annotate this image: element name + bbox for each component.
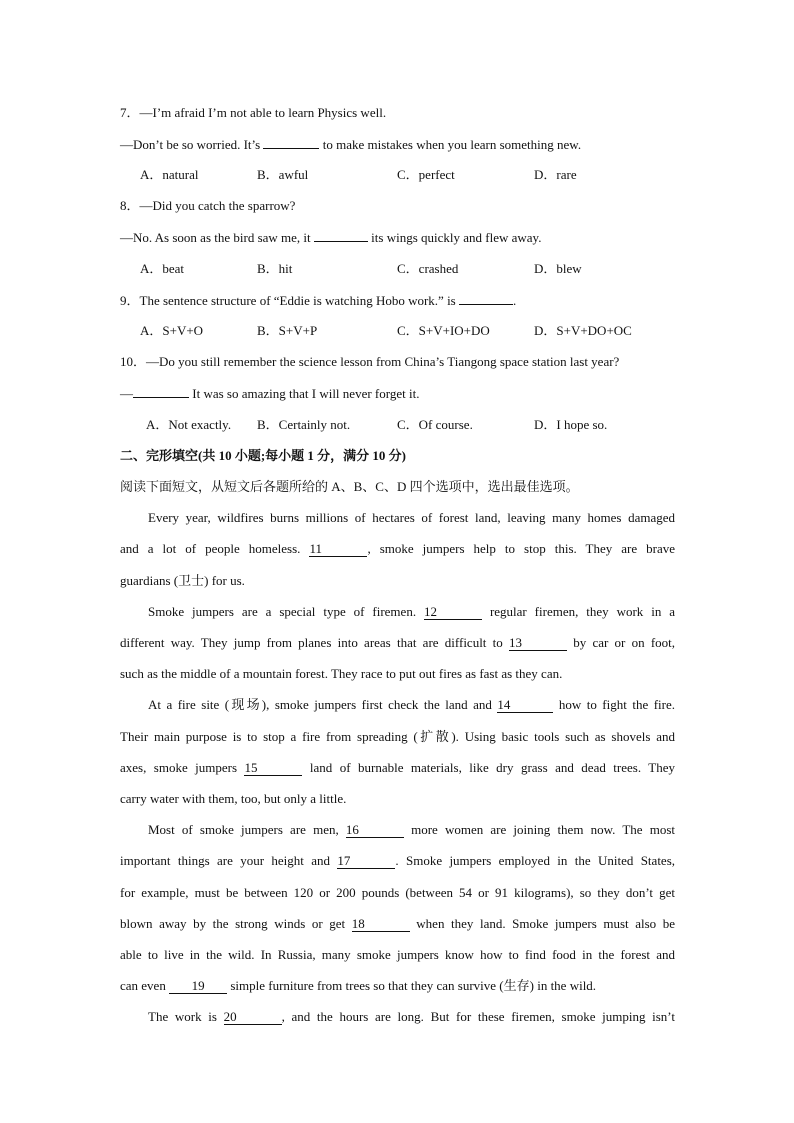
option-d[interactable]: D．rare xyxy=(534,167,577,182)
option-c[interactable]: C．crashed xyxy=(397,261,459,276)
passage-line: At a fire site (现场), smoke jumpers first check the land and 14 how to fight the fire. xyxy=(148,697,675,712)
cloze-blank-18[interactable]: 18 xyxy=(352,916,410,932)
cloze-blank-20[interactable]: 20 xyxy=(224,1009,282,1025)
cloze-blank-14[interactable]: 14 xyxy=(497,697,553,713)
option-a[interactable]: A．natural xyxy=(140,167,199,182)
passage-line: for example, must be between 120 or 200 pounds (between 54 or 91 kilograms), so they don’t get xyxy=(120,885,675,900)
question-10-prompt: 10．—Do you still remember the science lesson from China’s Tiangong space station last year? xyxy=(120,354,620,369)
passage-line: carry water with them, too, but only a little. xyxy=(120,791,347,806)
cloze-blank-13[interactable]: 13 xyxy=(509,635,567,651)
answer-blank[interactable] xyxy=(263,134,319,149)
cloze-blank-19[interactable]: 19 xyxy=(169,978,227,994)
answer-blank[interactable] xyxy=(133,383,189,398)
answer-blank[interactable] xyxy=(314,227,368,242)
answer-blank[interactable] xyxy=(459,290,513,305)
question-7 xyxy=(120,103,675,123)
option-b[interactable]: B．awful xyxy=(257,167,309,182)
passage-line: can even 19 simple furniture from trees so that they can survive (生存) in the wild. xyxy=(120,978,597,993)
passage-line: The work is 20 , and the hours are long. But for these firemen, smoke jumping isn’t xyxy=(148,1009,676,1024)
option-d[interactable]: D．blew xyxy=(534,261,582,276)
option-c[interactable]: C．S+V+IO+DO xyxy=(397,323,490,338)
passage-line: Smoke jumpers are a special type of firemen. 12 regular firemen, they work in a xyxy=(148,604,676,619)
passage-line: Every year, wildfires burns millions of hectares of forest land, leaving many homes damaged xyxy=(148,510,675,525)
option-a[interactable]: A．S+V+O xyxy=(140,323,204,338)
question-10 xyxy=(120,352,675,372)
passage-line: and a lot of people homeless. 11 , smoke jumpers help to stop this. They are brave xyxy=(120,541,675,556)
passage-line: blown away by the strong winds or get 18 when they land. Smoke jumpers must also be xyxy=(120,916,675,931)
cloze-blank-12[interactable]: 12 xyxy=(424,604,482,620)
option-a[interactable]: A．beat xyxy=(140,261,185,276)
passage-line: guardians (卫士) for us. xyxy=(120,573,245,588)
option-b[interactable]: B．Certainly not. xyxy=(257,417,351,432)
question-7-prompt: 7．—I’m afraid I’m not able to learn Physics well. xyxy=(120,105,387,120)
question-7-answer-line: —Don’t be so worried. It’s to make mistakes when you learn something new. xyxy=(120,134,675,155)
question-9: 9．The sentence structure of “Eddie is watching Hobo work.” is . xyxy=(120,290,675,311)
option-d[interactable]: D．I hope so. xyxy=(534,417,608,432)
option-c[interactable]: C．Of course. xyxy=(397,417,473,432)
cloze-blank-17[interactable]: 17 xyxy=(337,853,395,869)
cloze-blank-15[interactable]: 15 xyxy=(244,760,302,776)
passage-line: Most of smoke jumpers are men, 16 more women are joining them now. The most xyxy=(148,822,675,837)
option-b[interactable]: B．hit xyxy=(257,261,293,276)
passage-line: able to live in the wild. In Russia, many smoke jumpers know how to find food in the forest and xyxy=(120,947,675,962)
cloze-blank-16[interactable]: 16 xyxy=(346,822,404,838)
option-b[interactable]: B．S+V+P xyxy=(257,323,318,338)
cloze-blank-11[interactable]: 11 xyxy=(309,541,367,557)
section-heading: 二、完形填空(共 10 小题;每小题 1 分，满分 10 分) xyxy=(120,448,406,463)
option-a[interactable]: A．Not exactly. xyxy=(146,417,232,432)
question-8-prompt: 8．—Did you catch the sparrow? xyxy=(120,198,296,213)
option-d[interactable]: D．S+V+DO+OC xyxy=(534,323,632,338)
option-c[interactable]: C．perfect xyxy=(397,167,455,182)
question-10-answer-line: — It was so amazing that I will never forget it. xyxy=(120,383,675,404)
passage-line: axes, smoke jumpers 15 land of burnable materials, like dry grass and dead trees. They xyxy=(120,760,675,775)
passage-line: different way. They jump from planes into areas that are difficult to 13 by car or on foot, xyxy=(120,635,676,650)
question-8 xyxy=(120,196,675,216)
passage-line: such as the middle of a mountain forest. They race to put out fires as fast as they can. xyxy=(120,666,563,681)
passage-line: important things are your height and 17 . Smoke jumpers employed in the United States, xyxy=(120,853,676,868)
passage-line: Their main purpose is to stop a fire from spreading (扩散). Using basic tools such as shovels and xyxy=(120,729,675,744)
section-instruction: 阅读下面短文，从短文后各题所给的 A、B、C、D 四个选项中，选出最佳选项。 xyxy=(120,479,579,494)
question-8-answer-line: —No. As soon as the bird saw me, it its wings quickly and flew away. xyxy=(120,227,675,248)
